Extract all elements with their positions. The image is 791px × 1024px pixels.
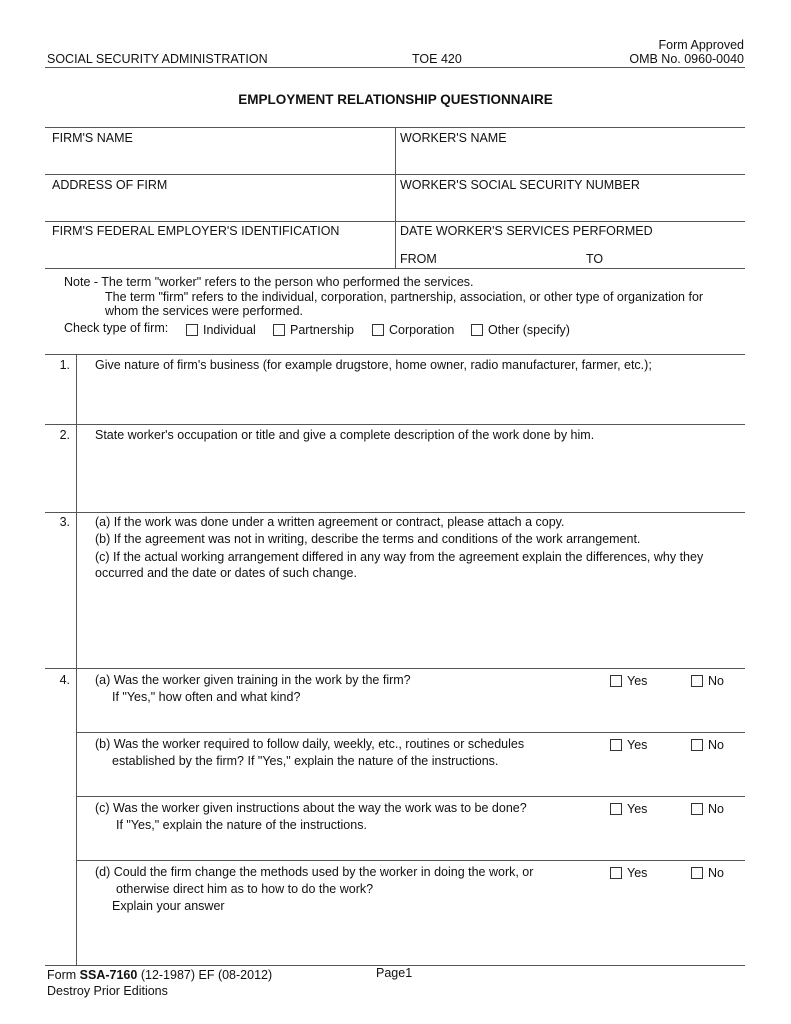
q4a-text-2: If "Yes," how often and what kind? xyxy=(112,690,301,704)
q4a-text-1: (a) Was the worker given training in the work by the firm? xyxy=(95,673,411,687)
firm-type-label: Check type of firm: xyxy=(64,321,169,335)
from-date-field[interactable]: FROM xyxy=(400,252,437,266)
q1-answer-area[interactable] xyxy=(80,376,740,420)
checkbox-icon[interactable] xyxy=(372,324,384,336)
q4b-no-label: No xyxy=(708,738,724,752)
q3c-text-2: occurred and the date or dates of such change. xyxy=(95,566,357,580)
firm-ein-field[interactable]: FIRM'S FEDERAL EMPLOYER'S IDENTIFICATION xyxy=(52,224,340,238)
page-title: EMPLOYMENT RELATIONSHIP QUESTIONNAIRE xyxy=(238,92,553,107)
checkbox-icon[interactable] xyxy=(273,324,285,336)
toe-code: TOE 420 xyxy=(412,52,462,66)
q4b-rule xyxy=(76,732,745,733)
q4a-no-label: No xyxy=(708,674,724,688)
q3-rule xyxy=(45,512,745,513)
q4d-text-1: (d) Could the firm change the methods used by the worker in doing the work, or xyxy=(95,865,534,879)
checkbox-icon[interactable] xyxy=(691,867,703,879)
q4d-yes-option[interactable] xyxy=(610,866,647,880)
q4c-answer-area[interactable] xyxy=(80,836,740,858)
checkbox-icon[interactable] xyxy=(691,739,703,751)
q4c-yes-label: Yes xyxy=(627,802,648,816)
q4d-rule xyxy=(76,860,745,861)
q4d-no-label: No xyxy=(708,866,724,880)
q4c-rule xyxy=(76,796,745,797)
q2-rule xyxy=(45,424,745,425)
q4c-no-option[interactable] xyxy=(691,802,724,816)
q1-number: 1. xyxy=(59,358,70,372)
q3-number: 3. xyxy=(59,515,70,529)
q3c-text-1: (c) If the actual working arrangement differed in any way from the agreement explain the differences, why they xyxy=(95,550,704,564)
to-date-field[interactable]: TO xyxy=(586,252,604,266)
q4b-yes-label: Yes xyxy=(627,738,648,752)
q4d-text-3: Explain your answer xyxy=(112,899,225,913)
checkbox-icon[interactable] xyxy=(186,324,198,336)
dates-performed-label: DATE WORKER'S SERVICES PERFORMED xyxy=(400,224,653,238)
firm-type-other[interactable] xyxy=(471,323,570,337)
firm-type-partnership-label: Partnership xyxy=(290,323,354,337)
checkbox-icon[interactable] xyxy=(471,324,483,336)
checkbox-icon[interactable] xyxy=(610,675,622,687)
firm-type-corporation-label: Corporation xyxy=(389,323,455,337)
checkbox-icon[interactable] xyxy=(610,803,622,815)
worker-name-field[interactable]: WORKER'S NAME xyxy=(400,131,507,145)
form-approved: Form Approved xyxy=(658,38,744,52)
grid-divider xyxy=(395,127,396,268)
form-edition: (12-1987) EF (08-2012) xyxy=(140,968,273,982)
agency-name: SOCIAL SECURITY ADMINISTRATION xyxy=(47,52,268,66)
omb-number: OMB No. 0960-0040 xyxy=(629,52,744,66)
worker-ssn-field[interactable]: WORKER'S SOCIAL SECURITY NUMBER xyxy=(400,178,640,192)
q3a-text: (a) If the work was done under a written agreement or contract, please attach a copy. xyxy=(95,515,565,529)
firm-type-individual-label: Individual xyxy=(203,323,256,337)
q4c-yes-option[interactable] xyxy=(610,802,647,816)
header-rule xyxy=(45,67,745,68)
note-line-2: The term "firm" refers to the individual, corporation, partnership, association, or other type of organization for xyxy=(105,290,704,304)
q4-number: 4. xyxy=(59,673,70,687)
q4b-text-2: established by the firm? If "Yes," explain the nature of the instructions. xyxy=(112,754,499,768)
firm-type-individual[interactable] xyxy=(186,323,256,337)
q4b-text-1: (b) Was the worker required to follow daily, weekly, etc., routines or schedules xyxy=(95,737,525,751)
q4b-yes-option[interactable] xyxy=(610,738,647,752)
q1-text: Give nature of firm's business (for example drugstore, home owner, radio manufacturer, farmer, etc.); xyxy=(95,358,652,372)
q2-text: State worker's occupation or title and give a complete description of the work done by him. xyxy=(95,428,595,442)
form-prefix: Form xyxy=(47,968,77,982)
q4d-answer-area[interactable] xyxy=(80,917,740,961)
q4d-text-2: otherwise direct him as to how to do the work? xyxy=(116,882,374,896)
q4a-yes-label: Yes xyxy=(627,674,648,688)
checkbox-icon[interactable] xyxy=(691,803,703,815)
q4b-no-option[interactable] xyxy=(691,738,724,752)
destroy-notice: Destroy Prior Editions xyxy=(47,984,168,998)
q4c-no-label: No xyxy=(708,802,724,816)
q4c-text-1: (c) Was the worker given instructions about the way the work was to be done? xyxy=(95,801,527,815)
checkbox-icon[interactable] xyxy=(610,739,622,751)
q4c-text-2: If "Yes," explain the nature of the instructions. xyxy=(116,818,367,832)
firm-type-partnership[interactable] xyxy=(273,323,354,337)
q4d-no-option[interactable] xyxy=(691,866,724,880)
checkbox-icon[interactable] xyxy=(691,675,703,687)
form-number xyxy=(47,968,272,982)
note-line-3: whom the services were performed. xyxy=(105,304,303,318)
form-id: SSA-7160 xyxy=(79,968,138,982)
firm-name-field[interactable]: FIRM'S NAME xyxy=(52,131,133,145)
q1-rule xyxy=(45,354,745,355)
note-line-1: Note - The term "worker" refers to the person who performed the services. xyxy=(64,275,474,289)
q2-answer-area[interactable] xyxy=(80,446,740,508)
q3-answer-area[interactable] xyxy=(80,584,740,664)
q4a-yes-option[interactable] xyxy=(610,674,647,688)
page-number: Page1 xyxy=(376,966,413,980)
firm-type-corporation[interactable] xyxy=(372,323,454,337)
q4-rule xyxy=(45,668,745,669)
q4a-answer-area[interactable] xyxy=(80,708,740,730)
number-column-divider xyxy=(76,354,77,965)
q4a-no-option[interactable] xyxy=(691,674,724,688)
grid-rule-bottom xyxy=(45,268,745,269)
q2-number: 2. xyxy=(59,428,70,442)
q3b-text: (b) If the agreement was not in writing, describe the terms and conditions of the work arrangement. xyxy=(95,532,641,546)
firm-address-field[interactable]: ADDRESS OF FIRM xyxy=(52,178,168,192)
checkbox-icon[interactable] xyxy=(610,867,622,879)
q4b-answer-area[interactable] xyxy=(80,772,740,794)
q4d-yes-label: Yes xyxy=(627,866,648,880)
firm-type-other-label: Other (specify) xyxy=(488,323,570,337)
